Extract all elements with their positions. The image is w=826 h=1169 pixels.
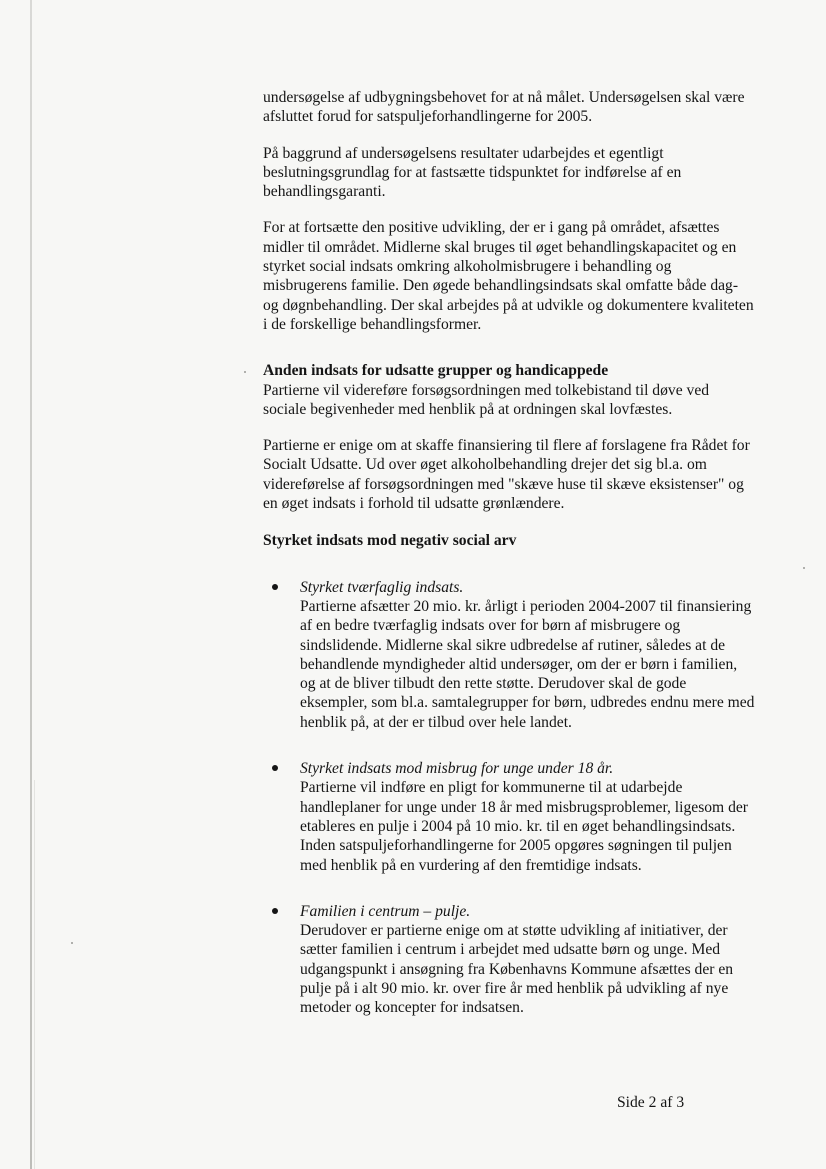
scan-speck	[244, 371, 246, 373]
item-title: Styrket tværfaglig indsats.	[300, 578, 464, 596]
paragraph: Partierne er enige om at skaffe finansiering til flere af forslagene fra Rådet for Socialt Udsatte. Ud over øget alkoholbehandling drejer det sig bl.a. om videreførelse af forsøgsordningen med "skæve huse til skæve eksistenser" og en øget indsats i forhold til udsatte grønlændere.	[263, 437, 750, 513]
list-item	[263, 578, 755, 732]
scan-speck	[803, 567, 805, 569]
item-title: Styrket indsats mod misbrug for unge under 18 år.	[300, 760, 614, 778]
item-title: Familien i centrum – pulje.	[300, 902, 471, 920]
document-body	[263, 88, 755, 1045]
section-heading-negativ-social-arv: Styrket indsats mod negativ social arv	[263, 532, 517, 550]
scan-speck	[71, 942, 73, 944]
bullet-icon	[272, 584, 278, 590]
paragraph: På baggrund af undersøgelsens resultater udarbejdes et egentligt beslutningsgrundlag for at fastsætte tidspunktet for indførelse af en behandlingsgaranti.	[263, 144, 682, 201]
list-item	[263, 902, 755, 1018]
list-item	[263, 759, 755, 875]
paragraph: Partierne vil videreføre forsøgsordningen med tolkebistand til døve ved sociale begivenheder med henblik på at ordningen skal lovfæstes.	[263, 381, 710, 418]
paragraph: undersøgelse af udbygningsbehovet for at nå målet. Undersøgelsen skal være afsluttet forud for satspuljeforhandlingerne for 2005.	[263, 89, 745, 126]
item-body: Partierne afsætter 20 mio. kr. årligt i perioden 2004-2007 til finansiering af en bedre tværfaglig indsats over for børn af misbrugere og sindslidende. Midlerne skal sikre udbredelse af rutiner, således at de behandlende myndigheder altid undersøger, om der er børn i familien, og at de bliver tilbudt den rette støtte. Derudover skal de gode eksempler, som bl.a. samtalegrupper for børn, udbredes endnu mere med henblik på, at der er tilbud over hele landet.	[300, 597, 755, 731]
bullet-list	[263, 578, 755, 1018]
paragraph: For at fortsætte den positive udvikling, der er i gang på området, afsættes midler til området. Midlerne skal bruges til øget behandlingskapacitet og en styrket social indsats omkring alkoholmisbrugere i behandling og misbrugerens familie. Den øgede behandlingsindsats skal omfatte både dag- og døgnbehandling. Der skal arbejdes på at udvikle og dokumentere kvaliteten i de forskellige behandlingsformer.	[263, 219, 754, 333]
scan-edge	[30, 0, 32, 1169]
section-heading-udsatte-grupper: Anden indsats for udsatte grupper og handicappede	[263, 362, 609, 380]
page-number: Side 2 af 3	[617, 1094, 685, 1111]
scan-edge-shadow	[34, 780, 35, 1169]
bullet-icon	[272, 908, 278, 914]
item-body: Derudover er partierne enige om at støtte udvikling af initiativer, der sætter familien i centrum i arbejdet med udsatte børn og unge. Med udgangspunkt i ansøgning fra Københavns Kommune afsættes der en pulje på i alt 90 mio. kr. over fire år med henblik på udvikling af nye metoder og koncepter for indsatsen.	[300, 922, 734, 1017]
item-body: Partierne vil indføre en pligt for kommunerne til at udarbejde handleplaner for unge under 18 år med misbrugsproblemer, ligesom der etableres en pulje i 2004 på 10 mio. kr. til en øget behandlingsindsats. Inden satspuljeforhandlingerne for 2005 opgøres søgningen til puljen med henblik på en vurdering af den fremtidige indsats.	[300, 779, 748, 874]
bullet-icon	[272, 765, 278, 771]
